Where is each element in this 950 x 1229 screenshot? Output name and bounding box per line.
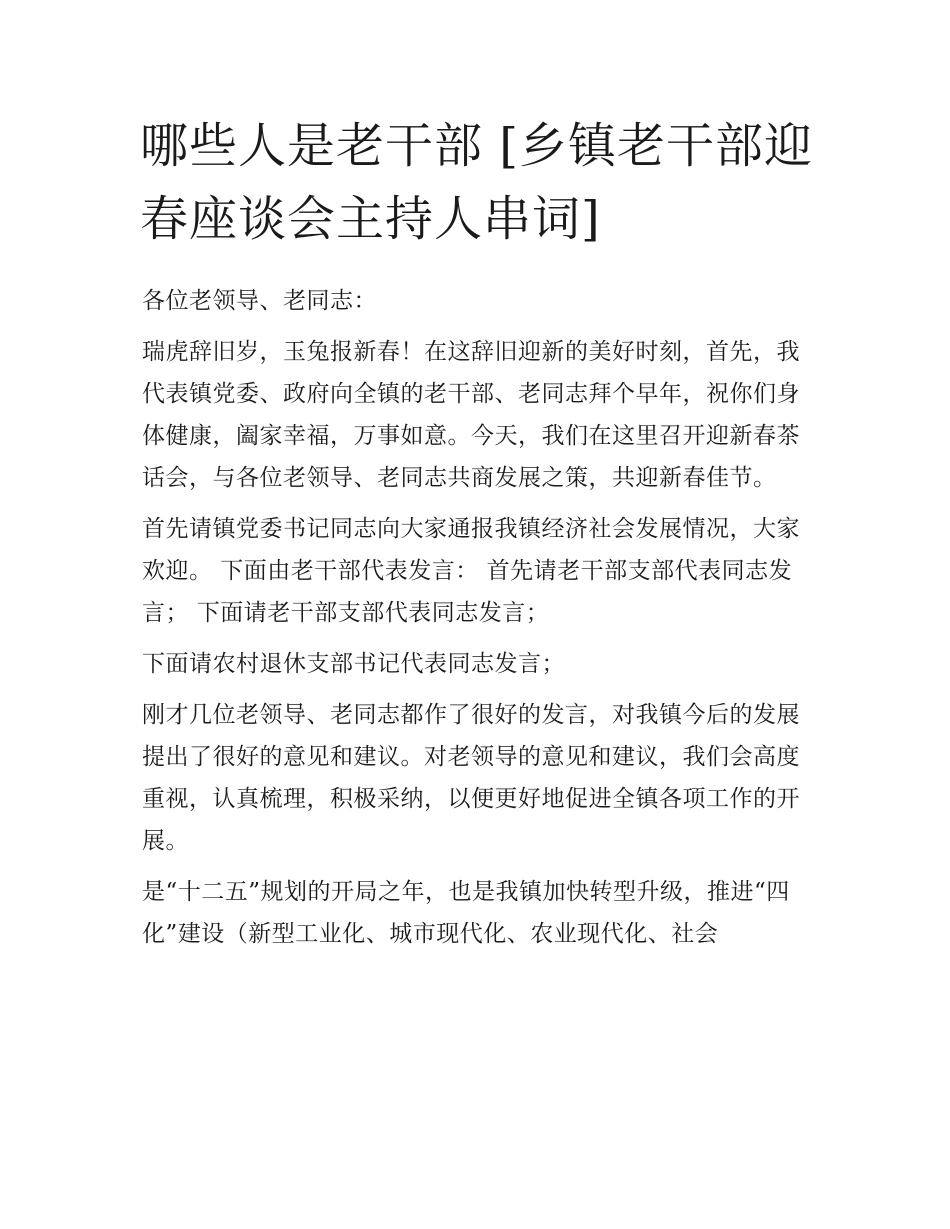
paragraph-five-year-plan: 是“十二五”规划的开局之年，也是我镇加快转型升级，推进“四化”建设（新型工业化、城市现代化、农业现代化、社会 [142,879,790,947]
paragraph-rural-speaker: 下面请农村退休支部书记代表同志发言； [142,651,565,677]
document-body [142,280,814,964]
paragraph-summary: 刚才几位老领导、老同志都作了很好的发言，对我镇今后的发展提出了很好的意见和建议。对老领导的意见和建议，我们会高度重视，认真梳理，积极采纳，以便更好地促进全镇各项工作的开展。 [142,702,800,854]
paragraph-greeting: 瑞虎辞旧岁，玉兔报新春！在这辞旧迎新的美好时刻，首先，我代表镇党委、政府向全镇的老干部、老同志拜个早年，祝你们身体健康，阖家幸福，万事如意。今天，我们在这里召开迎新春茶话会，与各位老领导、老同志共商发展之策，共迎新春佳节。 [142,339,800,491]
paragraph-speakers: 首先请镇党委书记同志向大家通报我镇经济社会发展情况，大家欢迎。 下面由老干部代表发言： 首先请老干部支部代表同志发言； 下面请老干部支部代表同志发言； [142,516,800,626]
document-title: 哪些人是老干部 [乡镇老干部迎春座谈会主持人串词] [140,118,813,247]
paragraph-salutation: 各位老领导、老同志： [142,288,377,314]
